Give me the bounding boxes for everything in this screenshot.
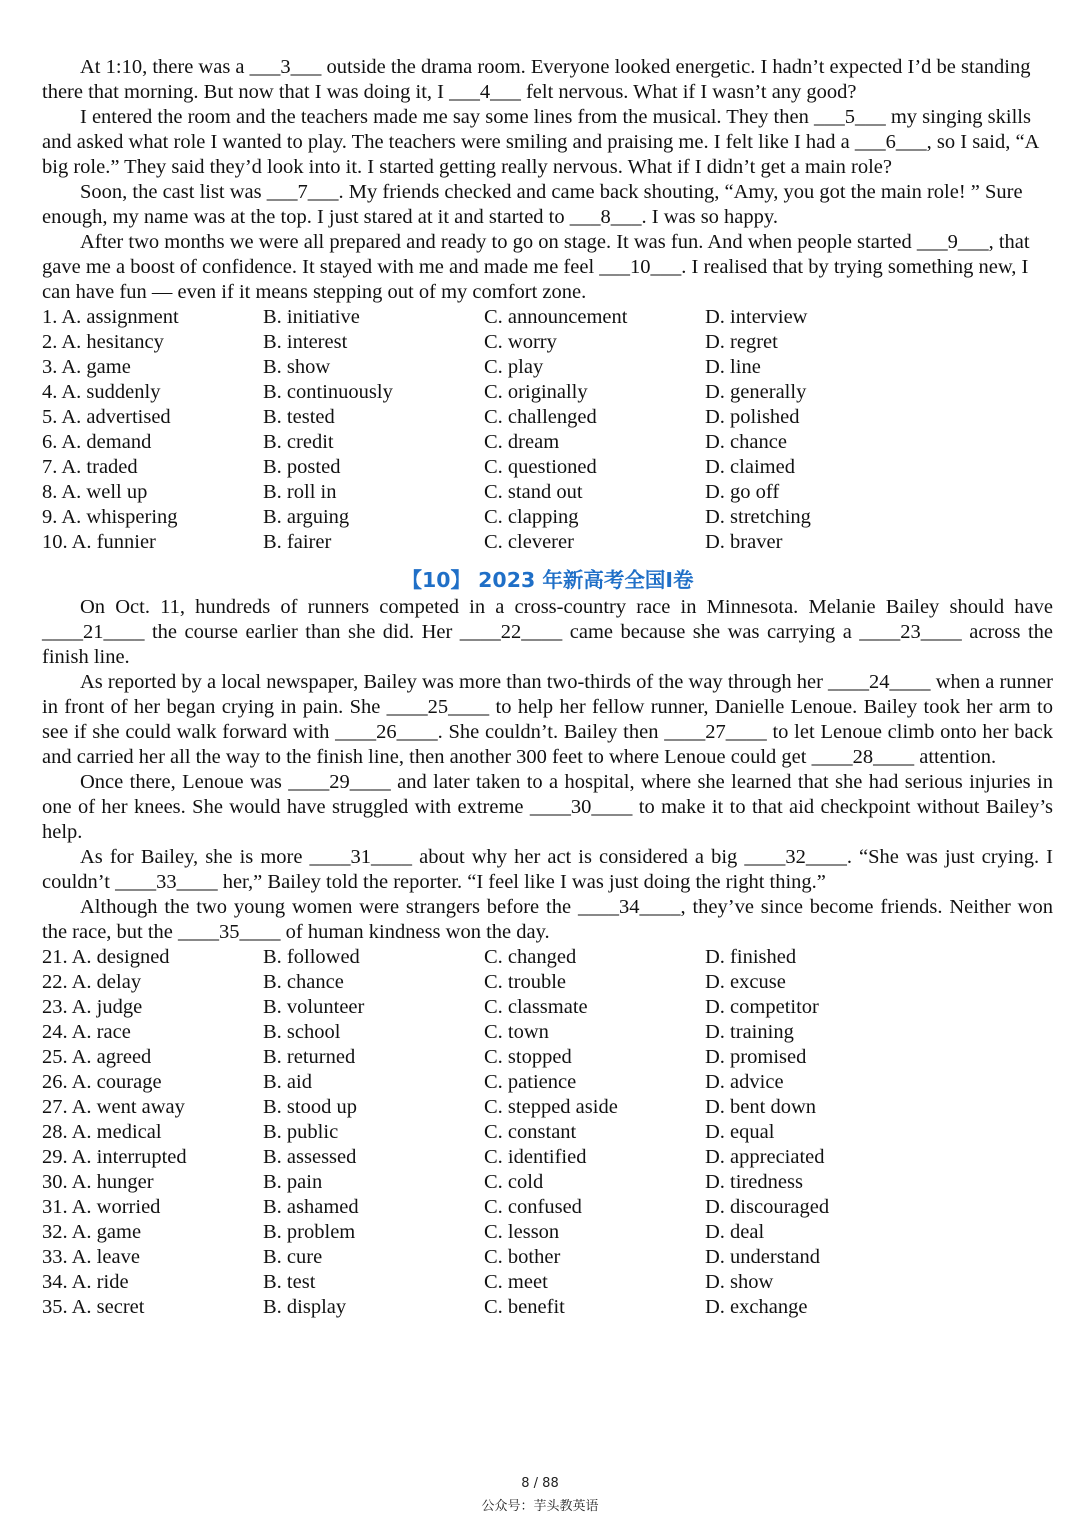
option-row bbox=[42, 995, 1053, 1020]
option-choice: C. announcement bbox=[484, 306, 628, 328]
option-choice: D. appreciated bbox=[705, 1146, 825, 1168]
answer-options bbox=[42, 945, 1053, 1320]
answer-options bbox=[42, 305, 1053, 555]
option-choice: D. braver bbox=[705, 531, 783, 553]
option-row bbox=[42, 970, 1053, 995]
option-choice: B. ashamed bbox=[263, 1196, 359, 1218]
option-choice: 8. A. well up bbox=[42, 481, 148, 503]
footer-account: 公众号：芋头教英语 bbox=[481, 1499, 599, 1514]
option-choice: D. promised bbox=[705, 1046, 807, 1068]
option-row bbox=[42, 380, 1053, 405]
option-choice: 22. A. delay bbox=[42, 971, 142, 993]
option-choice: B. volunteer bbox=[263, 996, 365, 1018]
option-choice: C. lesson bbox=[484, 1221, 560, 1243]
option-choice: C. bother bbox=[484, 1246, 561, 1268]
option-choice: C. stopped bbox=[484, 1046, 572, 1068]
option-row bbox=[42, 330, 1053, 355]
option-choice: B. continuously bbox=[263, 381, 393, 403]
option-choice: D. equal bbox=[705, 1121, 775, 1143]
passage-paragraph: At 1:10, there was a ___3___ outside the drama room. Everyone looked energetic. I hadn’t expected I’d be standing there that morning. But now that I was doing it, I ___4___ felt nervous. What if I wasn’t any good? bbox=[42, 56, 1031, 103]
option-choice: D. advice bbox=[705, 1071, 784, 1093]
option-choice: C. trouble bbox=[484, 971, 566, 993]
option-choice: C. play bbox=[484, 356, 544, 378]
option-choice: D. claimed bbox=[705, 456, 795, 478]
option-row bbox=[42, 355, 1053, 380]
passage-paragraph: As reported by a local newspaper, Bailey was more than two-thirds of the way through her ____24____ when a runner in front of her began crying in pain. She ____25____ to help her fellow runner, Danielle Lenoue. Bailey took her arm to see if she could walk forward with ____26____. She couldn’t. Bailey then ____27____ to let Lenoue climb onto her back and carried her all the way to the finish line, then another 300 feet to where Lenoue could get ____28____ attention. bbox=[42, 671, 1053, 768]
option-choice: 7. A. traded bbox=[42, 456, 138, 478]
option-choice: 28. A. medical bbox=[42, 1121, 162, 1143]
option-row bbox=[42, 1070, 1053, 1095]
option-choice: B. school bbox=[263, 1021, 341, 1043]
option-choice: D. tiredness bbox=[705, 1171, 803, 1193]
option-choice: B. roll in bbox=[263, 481, 337, 503]
option-row bbox=[42, 455, 1053, 480]
option-row bbox=[42, 1195, 1053, 1220]
option-choice: D. line bbox=[705, 356, 761, 378]
option-choice: C. worry bbox=[484, 331, 557, 353]
option-choice: B. interest bbox=[263, 331, 348, 353]
option-choice: D. chance bbox=[705, 431, 787, 453]
option-row bbox=[42, 1245, 1053, 1270]
option-choice: C. benefit bbox=[484, 1296, 565, 1318]
option-choice: 29. A. interrupted bbox=[42, 1146, 187, 1168]
option-choice: 23. A. judge bbox=[42, 996, 143, 1018]
option-row bbox=[42, 1270, 1053, 1295]
option-choice: D. interview bbox=[705, 306, 808, 328]
option-choice: B. returned bbox=[263, 1046, 356, 1068]
option-choice: B. initiative bbox=[263, 306, 360, 328]
option-choice: B. aid bbox=[263, 1071, 312, 1093]
option-row bbox=[42, 1020, 1053, 1045]
option-choice: 1. A. assignment bbox=[42, 306, 179, 328]
option-choice: C. meet bbox=[484, 1271, 548, 1293]
option-choice: 26. A. courage bbox=[42, 1071, 162, 1093]
option-choice: 33. A. leave bbox=[42, 1246, 140, 1268]
option-choice: D. regret bbox=[705, 331, 778, 353]
option-row bbox=[42, 530, 1053, 555]
option-choice: D. go off bbox=[705, 481, 780, 503]
passage-2 bbox=[42, 595, 1053, 1320]
option-choice: 25. A. agreed bbox=[42, 1046, 152, 1068]
option-choice: B. arguing bbox=[263, 506, 350, 528]
option-choice: D. competitor bbox=[705, 996, 819, 1018]
passage-paragraph: After two months we were all prepared and ready to go on stage. It was fun. And when people started ___9___, that gave me a boost of confidence. It stayed with me and made me feel ___10___. I realised that by trying something new, I can have fun — even if it means stepping out of my comfort zone. bbox=[42, 231, 1030, 303]
option-choice: C. cold bbox=[484, 1171, 544, 1193]
option-choice: C. changed bbox=[484, 946, 577, 968]
option-row bbox=[42, 1045, 1053, 1070]
passage-paragraph: I entered the room and the teachers made me say some lines from the musical. They then ___5___ my singing skills and asked what role I wanted to play. The teachers were smiling and praising me. I felt like I had a ___6___, so I said, “A big role.” They said they’d look into it. I started getting really nervous. What if I didn’t get a main role? bbox=[42, 106, 1039, 178]
option-choice: D. polished bbox=[705, 406, 800, 428]
option-choice: 5. A. advertised bbox=[42, 406, 171, 428]
page-number: 8 / 88 bbox=[521, 1476, 559, 1491]
option-choice: D. bent down bbox=[705, 1096, 817, 1118]
option-choice: B. test bbox=[263, 1271, 316, 1293]
option-choice: 2. A. hesitancy bbox=[42, 331, 164, 353]
option-row bbox=[42, 1120, 1053, 1145]
option-row bbox=[42, 505, 1053, 530]
option-choice: 24. A. race bbox=[42, 1021, 131, 1043]
option-choice: B. fairer bbox=[263, 531, 332, 553]
option-choice: B. chance bbox=[263, 971, 344, 993]
option-choice: B. tested bbox=[263, 406, 335, 428]
option-choice: 34. A. ride bbox=[42, 1271, 129, 1293]
option-choice: D. excuse bbox=[705, 971, 786, 993]
option-choice: C. constant bbox=[484, 1121, 577, 1143]
option-choice: 32. A. game bbox=[42, 1221, 142, 1243]
passage-paragraph: On Oct. 11, hundreds of runners competed in a cross-country race in Minnesota. Melanie Bailey should have ____21____ the course earlier than she did. Her ____22____ came because she was carrying a ____23____ across the finish line. bbox=[42, 596, 1053, 668]
option-choice: D. show bbox=[705, 1271, 774, 1293]
option-choice: C. classmate bbox=[484, 996, 588, 1018]
option-row bbox=[42, 480, 1053, 505]
option-row bbox=[42, 1145, 1053, 1170]
option-choice: C. town bbox=[484, 1021, 549, 1043]
option-choice: C. identified bbox=[484, 1146, 587, 1168]
option-row bbox=[42, 1170, 1053, 1195]
option-choice: 30. A. hunger bbox=[42, 1171, 154, 1193]
passage-paragraph: Soon, the cast list was ___7___. My friends checked and came back shouting, “Amy, you got the main role! ” Sure enough, my name was at the top. I just stared at it and started to ___8___. I was so happy. bbox=[42, 181, 1023, 228]
option-choice: 31. A. worried bbox=[42, 1196, 161, 1218]
option-choice: D. deal bbox=[705, 1221, 765, 1243]
option-choice: B. posted bbox=[263, 456, 341, 478]
option-choice: 3. A. game bbox=[42, 356, 131, 378]
option-choice: B. display bbox=[263, 1296, 347, 1318]
option-choice: B. pain bbox=[263, 1171, 323, 1193]
option-choice: C. stepped aside bbox=[484, 1096, 618, 1118]
option-choice: C. challenged bbox=[484, 406, 597, 428]
option-choice: D. stretching bbox=[705, 506, 811, 528]
option-choice: C. clapping bbox=[484, 506, 579, 528]
option-choice: 35. A. secret bbox=[42, 1296, 145, 1318]
option-row bbox=[42, 945, 1053, 970]
option-row bbox=[42, 405, 1053, 430]
document-page bbox=[42, 55, 1053, 1320]
option-choice: C. confused bbox=[484, 1196, 582, 1218]
passage-paragraph: Although the two young women were strangers before the ____34____, they’ve since become friends. Neither won the race, but the ____35____ of human kindness won the day. bbox=[42, 896, 1053, 943]
option-choice: C. cleverer bbox=[484, 531, 574, 553]
option-choice: D. understand bbox=[705, 1246, 821, 1268]
option-choice: B. followed bbox=[263, 946, 360, 968]
option-choice: B. stood up bbox=[263, 1096, 357, 1118]
option-choice: C. dream bbox=[484, 431, 560, 453]
option-choice: 27. A. went away bbox=[42, 1096, 185, 1118]
option-choice: D. discouraged bbox=[705, 1196, 830, 1218]
option-choice: C. stand out bbox=[484, 481, 583, 503]
option-row bbox=[42, 1295, 1053, 1320]
option-choice: B. credit bbox=[263, 431, 334, 453]
option-row bbox=[42, 305, 1053, 330]
option-choice: B. cure bbox=[263, 1246, 323, 1268]
passage-1 bbox=[42, 55, 1053, 555]
option-choice: 6. A. demand bbox=[42, 431, 152, 453]
option-choice: B. show bbox=[263, 356, 331, 378]
option-choice: B. problem bbox=[263, 1221, 356, 1243]
option-choice: D. exchange bbox=[705, 1296, 808, 1318]
option-choice: D. finished bbox=[705, 946, 797, 968]
option-choice: C. patience bbox=[484, 1071, 577, 1093]
option-row bbox=[42, 430, 1053, 455]
passage-paragraph: Once there, Lenoue was ____29____ and later taken to a hospital, where she learned that she had serious injuries in one of her knees. She would have struggled with extreme ____30____ to make it to that aid checkpoint without Bailey’s help. bbox=[42, 771, 1053, 843]
option-choice: C. questioned bbox=[484, 456, 597, 478]
option-choice: 4. A. suddenly bbox=[42, 381, 161, 403]
option-row bbox=[42, 1095, 1053, 1120]
option-choice: B. assessed bbox=[263, 1146, 357, 1168]
option-row bbox=[42, 1220, 1053, 1245]
option-choice: D. generally bbox=[705, 381, 807, 403]
option-choice: D. training bbox=[705, 1021, 794, 1043]
passage-paragraph: As for Bailey, she is more ____31____ about why her act is considered a big ____32____. “She was just crying. I couldn’t ____33____ her,” Bailey told the reporter. “I feel like I was just doing the right thing.” bbox=[42, 846, 1053, 893]
option-choice: 10. A. funnier bbox=[42, 531, 156, 553]
option-choice: 9. A. whispering bbox=[42, 506, 178, 528]
option-choice: 21. A. designed bbox=[42, 946, 170, 968]
section-heading: 【10】 2023 年新高考全国I卷 bbox=[401, 568, 694, 592]
option-choice: B. public bbox=[263, 1121, 339, 1143]
option-choice: C. originally bbox=[484, 381, 588, 403]
